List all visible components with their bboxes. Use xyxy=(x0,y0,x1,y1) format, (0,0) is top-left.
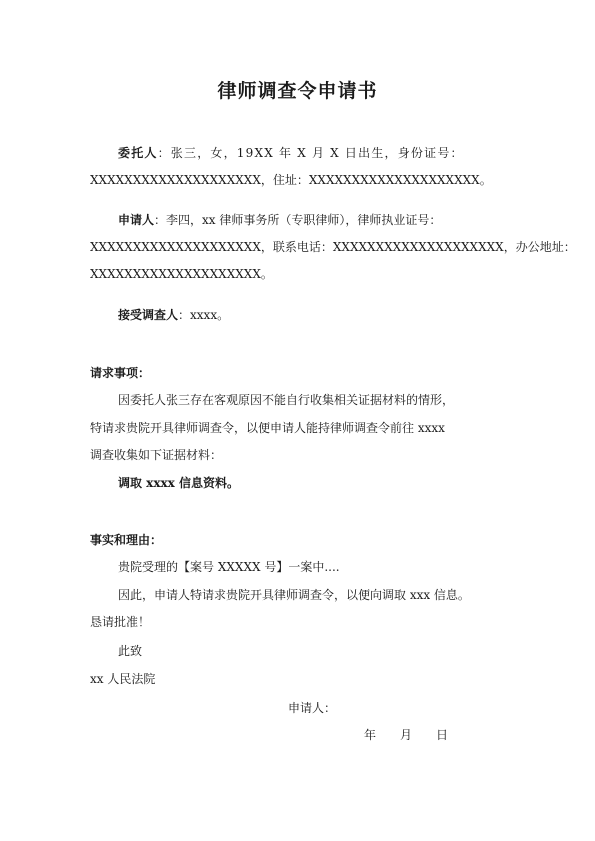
facts-line-3: 恳请批准！ xyxy=(90,615,151,629)
request-heading: 请求事项： xyxy=(90,366,151,380)
date-line: 年 月 日 xyxy=(364,728,449,742)
facts-heading: 事实和理由： xyxy=(90,533,163,547)
applicant-info: ：李四，xx 律师事务所（专职律师），律师执业证号： xyxy=(154,213,442,227)
client-line-2: XXXXXXXXXXXXXXXXXXXX，住址：XXXXXXXXXXXXXXXXXXXX。 xyxy=(90,173,492,187)
document-title: 律师调查令申请书 xyxy=(217,80,378,102)
client-line-1 xyxy=(118,146,464,160)
request-line-1: 因委托人张三存在客观原因不能自行收集相关证据材料的情形， xyxy=(118,393,455,407)
request-line-3: 调查收集如下证据材料： xyxy=(90,448,223,462)
client-label: 委托人 xyxy=(118,146,158,160)
facts-line-1: 贵院受理的【案号 XXXXX 号】一案中.... xyxy=(118,560,340,574)
closing-salutation: 此致 xyxy=(118,644,143,658)
client-info: ：张三，女，19XX 年 X 月 X 日出生，身份证号： xyxy=(157,146,464,160)
request-item: 调取 xxxx 信息资料。 xyxy=(118,476,239,490)
court-name: xx 人民法院 xyxy=(90,672,156,686)
investigated-value: ：xxxx。 xyxy=(178,308,230,322)
applicant-label: 申请人 xyxy=(118,213,155,227)
applicant-line-3: XXXXXXXXXXXXXXXXXXXX。 xyxy=(90,267,273,281)
facts-line-2: 因此，申请人特请求贵院开具律师调查令，以便向调取 xxx 信息。 xyxy=(118,588,470,602)
applicant-line-1 xyxy=(118,213,441,227)
applicant-line-2: XXXXXXXXXXXXXXXXXXXX，联系电话：XXXXXXXXXXXXXXXXXXXX，办公地址： xyxy=(90,240,576,254)
signer-label: 申请人： xyxy=(288,701,337,715)
request-line-2: 特请求贵院开具律师调查令，以便申请人能持律师调查令前往 xxxx xyxy=(90,421,445,435)
investigated-line xyxy=(118,308,229,322)
investigated-label: 接受调查人 xyxy=(118,308,179,322)
